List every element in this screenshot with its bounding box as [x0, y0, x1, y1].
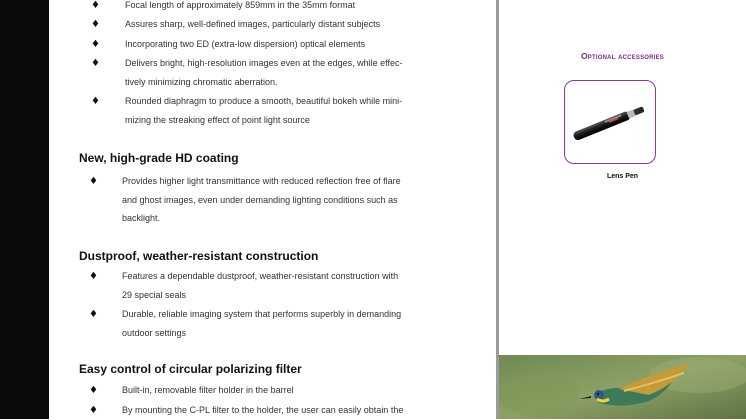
sidebar — [499, 0, 746, 419]
bullet-text: By mounting the C-PL filter to the holder, the user can easily obtain the — [122, 405, 404, 415]
bullet-text: 29 special seals — [122, 290, 187, 300]
bullet-text: Built-in, removable filter holder in the barrel — [122, 385, 294, 395]
bullet-text: tively minimizing chromatic aberration. — [125, 77, 278, 87]
bullet-icon: ♦ — [89, 405, 98, 416]
section-heading: Easy control of circular polarizing filter — [79, 362, 302, 376]
bullet-icon: ♦ — [91, 0, 100, 11]
bullet-text: outdoor settings — [122, 328, 187, 338]
bullet-text: and ghost images, even under demanding lighting conditions such as — [122, 195, 398, 205]
section-heading: New, high-grade HD coating — [79, 151, 239, 165]
left-margin-bar — [0, 0, 49, 419]
bird-photo — [499, 355, 746, 419]
bullet-text: Provides higher light transmittance with reduced reflection free of flare — [122, 176, 401, 186]
accessories-title: Optional accessories — [581, 51, 664, 61]
section-heading: Dustproof, weather-resistant construction — [79, 249, 319, 263]
bullet-icon: ♦ — [89, 309, 98, 320]
bullet-icon: ♦ — [91, 58, 100, 69]
bullet-text: Assures sharp, well-defined images, particularly distant subjects — [125, 19, 381, 29]
bullet-text: Features a dependable dustproof, weather-resistant construction with — [122, 271, 399, 281]
bullet-icon: ♦ — [89, 385, 98, 396]
bullet-text: Focal length of approximately 859mm in the 35mm format — [125, 0, 356, 10]
bullet-text: backlight. — [122, 213, 161, 223]
bee-eater-bird-photo — [499, 355, 746, 419]
bullet-text: Rounded diaphragm to produce a smooth, beautiful bokeh while mini- — [125, 96, 403, 106]
accessory-image-frame — [564, 80, 656, 164]
main-content — [49, 0, 496, 419]
bullet-text: Incorporating two ED (extra-low dispersion) optical elements — [125, 39, 366, 49]
bullet-icon: ♦ — [91, 96, 100, 107]
bullet-icon: ♦ — [89, 271, 98, 282]
bullet-icon: ♦ — [91, 39, 100, 50]
bullet-icon: ♦ — [89, 176, 98, 187]
accessory-label: Lens Pen — [606, 173, 639, 180]
lens-pen-photo — [565, 81, 655, 163]
bullet-icon: ♦ — [91, 19, 100, 30]
bullet-text: mizing the streaking effect of point light source — [125, 115, 310, 125]
bullet-text: Durable, reliable imaging system that performs superbly in demanding — [122, 309, 402, 319]
bullet-text: Delivers bright, high-resolution images even at the edges, while effec- — [125, 58, 403, 68]
